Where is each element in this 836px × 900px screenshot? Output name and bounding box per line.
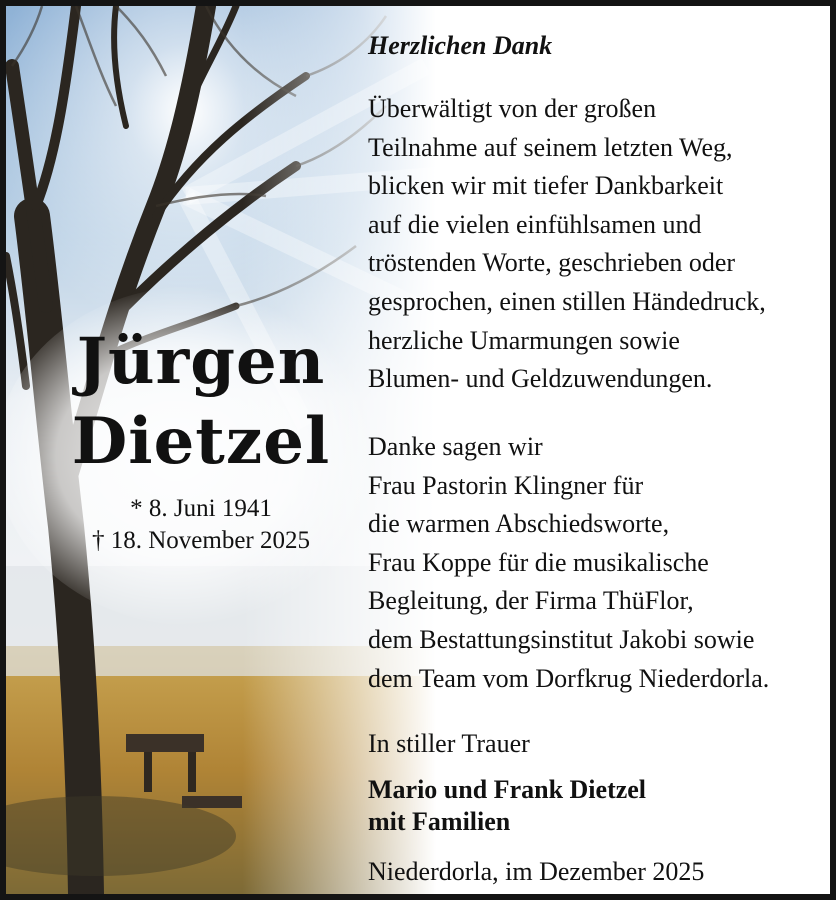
paragraph-line: die warmen Abschiedsworte, — [368, 509, 670, 539]
signature-line: Mario und Frank Dietzel — [368, 775, 647, 804]
paragraph-line: Teilnahme auf seinem letzten Weg, — [368, 132, 733, 162]
paragraph-line: dem Bestattungsinstitut Jakobi sowie — [368, 624, 755, 654]
place-date: Niederdorla, im Dezember 2025 — [368, 857, 705, 886]
acknowledgements-paragraph — [368, 428, 834, 698]
first-name: Jürgen — [76, 324, 326, 399]
paragraph-line: tröstenden Worte, geschrieben oder — [368, 248, 736, 278]
paragraph-line: herzliche Umarmungen sowie — [368, 325, 680, 355]
paragraph-line: Danke sagen wir — [368, 432, 543, 461]
birth-date: * 8. Juni 1941 — [130, 495, 272, 522]
paragraph-line: blicken wir mit tiefer Dankbarkeit — [368, 171, 724, 201]
thanks-heading: Herzlichen Dank — [368, 31, 553, 60]
signature-line: mit Familien — [368, 807, 511, 836]
thanks-paragraph — [368, 90, 834, 399]
mourning-line: In stiller Trauer — [368, 729, 530, 758]
death-date: † 18. November 2025 — [91, 527, 311, 554]
paragraph-line: Frau Pastorin Klingner für — [368, 470, 644, 500]
paragraph-line: Überwältigt von der großen — [368, 94, 657, 123]
paragraph-line: auf die vielen einfühlsamen und — [368, 209, 702, 239]
signature — [368, 774, 834, 838]
paragraph-line: gesprochen, einen stillen Händedruck, — [368, 286, 766, 316]
paragraph-line: dem Team vom Dorfkrug Niederdorla. — [368, 663, 770, 693]
paragraph-line: Frau Koppe für die musikalische — [368, 547, 709, 577]
last-name: Dietzel — [71, 404, 331, 479]
paragraph-line: Blumen- und Geldzuwendungen. — [368, 364, 713, 394]
paragraph-line: Begleitung, der Firma ThüFlor, — [368, 586, 694, 616]
